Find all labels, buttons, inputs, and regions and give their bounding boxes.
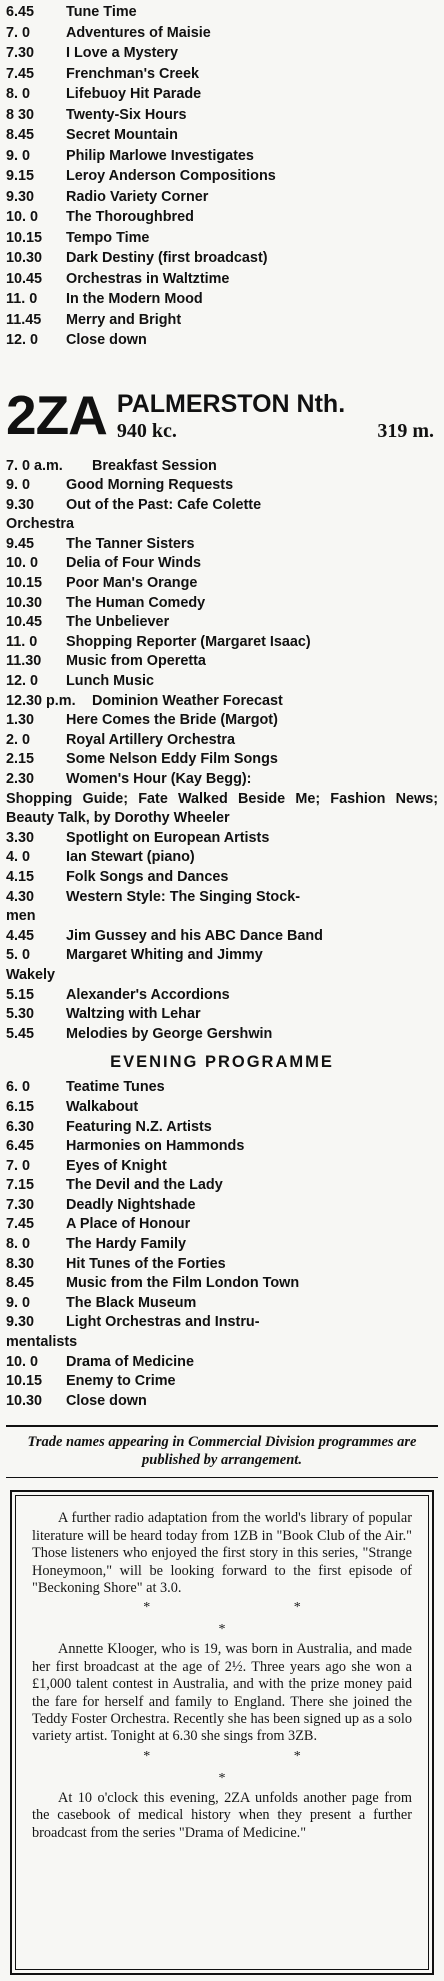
programme-title: Music from Operetta (66, 653, 206, 670)
programme-title: Harmonies on Hammonds (66, 1138, 245, 1155)
programme-row (6, 125, 438, 146)
programme-time: 6.15 (6, 1098, 35, 1115)
programme-title: Poor Man's Orange (66, 575, 198, 592)
programme-title: Royal Artillery Orchestra (66, 731, 236, 748)
programme-time: 10.15 (6, 575, 43, 592)
programme-title: Dominion Weather Forecast (92, 692, 283, 709)
programme-title: Shopping Reporter (Margaret Isaac) (66, 633, 311, 650)
programme-row (6, 770, 438, 829)
programme-time: 2.15 (6, 751, 35, 768)
programme-title: Hit Tunes of the Forties (66, 1255, 226, 1272)
programme-title: Merry and Bright (66, 311, 182, 328)
programme-title: Tempo Time (66, 229, 150, 246)
programme-title: Secret Mountain (66, 127, 178, 143)
evening-programme-list (6, 1078, 438, 1411)
programme-row (6, 1274, 438, 1294)
programme-row (6, 692, 438, 712)
programme-title: The Black Museum (66, 1294, 197, 1311)
programme-title: Twenty-Six Hours (66, 106, 187, 123)
programme-time: 4.45 (6, 927, 35, 944)
programme-time: 5.15 (6, 986, 35, 1003)
programme-time: 4.30 (6, 888, 35, 905)
programme-title: Philip Marlowe Investigates (66, 147, 254, 164)
programme-row (6, 927, 438, 947)
programme-time: 7.45 (6, 65, 35, 82)
programme-row (6, 457, 438, 477)
programme-title: The Human Comedy (66, 594, 206, 611)
programme-row (6, 1313, 438, 1352)
programme-row (6, 1025, 438, 1045)
station-frequency: 940 kc. (116, 419, 177, 442)
programme-title-continued: Shopping Guide; Fate Walked Beside Me; Fashion News; Beauty Talk, by Dorothy Wheeler (6, 790, 438, 827)
programme-title: Close down (66, 332, 147, 348)
programme-time: 7.45 (6, 1216, 35, 1233)
programme-row (6, 187, 438, 208)
programme-time: 5.45 (6, 1025, 35, 1042)
top-programme-list (6, 2, 438, 351)
programme-title-continued: Wakely (6, 966, 56, 983)
programme-time: 7. 0 (6, 24, 31, 41)
programme-time: 5. 0 (6, 947, 31, 964)
programme-title: Here Comes the Bride (Margot) (66, 712, 278, 729)
programme-row (6, 1005, 438, 1025)
programme-row (6, 1137, 438, 1157)
programme-row (6, 1098, 438, 1118)
programme-time: 12. 0 (6, 673, 39, 690)
programme-row (6, 330, 438, 351)
star-separator: * * * (143, 1600, 371, 1638)
programme-title: Lunch Music (66, 673, 154, 690)
programme-title: Enemy to Crime (66, 1373, 176, 1390)
programme-title: Walkabout (66, 1098, 139, 1115)
programme-row (6, 64, 438, 85)
programme-title: Melodies by George Gershwin (66, 1025, 273, 1042)
programme-time: 7.30 (6, 45, 35, 61)
programme-row (6, 986, 438, 1006)
station-callsign: 2ZA (6, 383, 107, 446)
programme-time: 4. 0 (6, 849, 31, 866)
day-programme-list (6, 457, 438, 1045)
programme-title: Deadly Nightshade (66, 1196, 196, 1213)
programme-time: 6.45 (6, 4, 35, 20)
station-name: PALMERSTON Nth. (116, 389, 346, 418)
programme-row (6, 476, 438, 496)
programme-title: Teatime Tunes (66, 1079, 165, 1096)
programme-time: 6.30 (6, 1118, 35, 1135)
programme-time: 9.45 (6, 535, 35, 552)
programme-row (6, 2, 438, 23)
programme-row (6, 731, 438, 751)
programme-title: Women's Hour (Kay Begg): (66, 771, 252, 787)
programme-time: 8.45 (6, 1275, 35, 1292)
programme-title: Drama of Medicine (66, 1353, 194, 1370)
programme-title: I Love a Mystery (66, 45, 178, 61)
programme-time: 9. 0 (6, 477, 31, 494)
programme-time: 7.15 (6, 1177, 35, 1194)
box-paragraph: A further radio adaptation from the world's library of popular literature will be heard today from 1ZB in "Book Club of the Air." Those listeners who enjoyed the first story in this series, "Strange Honeymoon," will be looking forward to the first episode of "Beckoning Shore" at 3.0. (32, 1510, 412, 1597)
programme-time: 9. 0 (6, 1294, 31, 1311)
programme-title: Lifebuoy Hit Parade (66, 86, 202, 102)
divider (6, 1477, 438, 1478)
programme-row (6, 269, 438, 290)
programme-row (6, 750, 438, 770)
programme-row (6, 23, 438, 44)
programme-time: 3.30 (6, 829, 35, 846)
evening-heading: EVENING PROGRAMME (110, 1053, 334, 1072)
programme-title: The Tanner Sisters (66, 535, 195, 552)
programme-row (6, 554, 438, 574)
programme-time: 8. 0 (6, 86, 31, 102)
programme-row (6, 310, 438, 331)
programme-title: Dark Destiny (first broadcast) (66, 250, 268, 266)
programme-title: Folk Songs and Dances (66, 868, 229, 885)
programme-time: 9.15 (6, 168, 35, 184)
programme-row (6, 1157, 438, 1177)
programme-row (6, 496, 438, 535)
box-paragraph: At 10 o'clock this evening, 2ZA unfolds another page from the casebook of medical history when they present a further broadcast from the series "Drama of Medicine." (32, 1789, 412, 1841)
programme-time: 10.15 (6, 1373, 43, 1390)
programme-time: 10. 0 (6, 555, 39, 572)
programme-title: Waltzing with Lehar (66, 1006, 201, 1023)
programme-time: 9.30 (6, 188, 35, 205)
programme-row (6, 1215, 438, 1235)
programme-time: 6. 0 (6, 1079, 31, 1096)
programme-row (6, 1176, 438, 1196)
programme-row (6, 888, 438, 927)
programme-row (6, 868, 438, 888)
programme-time: 10. 0 (6, 1353, 39, 1370)
programme-time: 11.45 (6, 311, 42, 328)
programme-title: Tune Time (66, 4, 137, 20)
programme-title: Leroy Anderson Compositions (66, 168, 276, 184)
programme-time: 9.30 (6, 1314, 35, 1331)
programme-row (6, 1255, 438, 1275)
programme-row (6, 711, 438, 731)
programme-row (6, 105, 438, 126)
programme-row (6, 848, 438, 868)
programme-title: Radio Variety Corner (66, 188, 209, 205)
programme-row (6, 574, 438, 594)
programme-title: Some Nelson Eddy Film Songs (66, 751, 278, 768)
programme-title: A Place of Honour (66, 1216, 191, 1233)
programme-time: 6.45 (6, 1138, 35, 1155)
programme-title: In the Modern Mood (66, 291, 203, 307)
programme-time: 10.15 (6, 229, 43, 246)
programme-title: Frenchman's Creek (66, 65, 199, 82)
programme-row (6, 289, 438, 310)
programme-title: Eyes of Knight (66, 1157, 167, 1174)
programme-row (6, 1392, 438, 1412)
trade-note: Trade names appearing in Commercial Division programmes are published by arrangement. (27, 1434, 417, 1469)
programme-time: 2. 0 (6, 731, 31, 748)
programme-title: The Thoroughbred (66, 209, 194, 225)
programme-row (6, 672, 438, 692)
programme-title: Spotlight on European Artists (66, 829, 270, 846)
programme-row (6, 43, 438, 64)
programme-title: Good Morning Requests (66, 477, 234, 494)
programme-title: Alexander's Accordions (66, 986, 230, 1003)
programme-title: Jim Gussey and his ABC Dance Band (66, 927, 323, 944)
programme-title-continued: Orchestra (6, 516, 74, 533)
box-paragraph: Annette Klooger, who is 19, was born in Australia, and made her first broadcast at the age of 2½. Three years ago she won a £1,000 talent contest in Australia, and with the prize money paid the fare for herself and family to England. There she joined the Teddy Foster Orchestra. Recently she has been signed up as a solo variety artist. Tonight at 6.30 she sings from 3ZB. (32, 1641, 412, 1745)
programme-time: 8 30 (6, 106, 35, 123)
programme-time: 11. 0 (6, 633, 38, 650)
programme-row (6, 594, 438, 614)
programme-title: The Hardy Family (66, 1236, 186, 1253)
programme-time: 12.30 p.m. (6, 692, 76, 709)
programme-row (6, 228, 438, 249)
programme-row (6, 535, 438, 555)
programme-time: 5.30 (6, 1006, 35, 1023)
programme-row (6, 1078, 438, 1098)
programme-time: 7. 0 a.m. (6, 457, 63, 474)
programme-row (6, 829, 438, 849)
station-wavelength: 319 m. (377, 419, 434, 442)
programme-time: 7.30 (6, 1196, 35, 1213)
programme-row (6, 633, 438, 653)
programme-time: 10. 0 (6, 209, 39, 225)
programme-time: 10.45 (6, 614, 43, 631)
programme-title: Close down (66, 1392, 147, 1409)
programme-row (6, 146, 438, 167)
notes-box (10, 1490, 434, 1975)
programme-time: 8.45 (6, 127, 35, 143)
programme-time: 11. 0 (6, 291, 38, 307)
programme-title: Margaret Whiting and Jimmy (66, 947, 263, 964)
programme-title: Light Orchestras and Instru- (66, 1314, 260, 1331)
programme-title: Delia of Four Winds (66, 555, 201, 572)
programme-title: Western Style: The Singing Stock- (66, 888, 301, 905)
programme-title-continued: men (6, 908, 36, 925)
programme-time: 10.30 (6, 250, 43, 266)
programme-row (6, 1294, 438, 1314)
programme-time: 10.30 (6, 594, 43, 611)
programme-row (6, 166, 438, 187)
programme-row (6, 1118, 438, 1138)
programme-row (6, 946, 438, 985)
star-separator: * * * (143, 1748, 371, 1786)
programme-row (6, 1353, 438, 1373)
programme-row (6, 652, 438, 672)
programme-row (6, 248, 438, 269)
programme-title-continued: mentalists (6, 1334, 78, 1351)
programme-time: 10.45 (6, 270, 43, 287)
programme-time: 11.30 (6, 653, 42, 670)
programme-time: 10.30 (6, 1392, 43, 1409)
programme-row (6, 1235, 438, 1255)
programme-time: 9.30 (6, 496, 35, 513)
programme-title: The Devil and the Lady (66, 1177, 223, 1194)
programme-time: 8.30 (6, 1255, 35, 1272)
programme-title: Adventures of Maisie (66, 24, 211, 41)
programme-time: 9. 0 (6, 147, 31, 164)
programme-time: 2.30 (6, 771, 35, 787)
programme-row (6, 1196, 438, 1216)
station-header (6, 383, 438, 457)
programme-row (6, 613, 438, 633)
programme-title: Music from the Film London Town (66, 1275, 300, 1292)
programme-row (6, 84, 438, 105)
programme-row (6, 1372, 438, 1392)
programme-title: Out of the Past: Cafe Colette (66, 496, 262, 513)
programme-title: Featuring N.Z. Artists (66, 1118, 212, 1135)
programme-row (6, 207, 438, 228)
programme-title: Breakfast Session (92, 457, 217, 474)
programme-time: 7. 0 (6, 1157, 31, 1174)
programme-title: Orchestras in Waltztime (66, 270, 230, 287)
programme-time: 4.15 (6, 868, 35, 885)
programme-time: 12. 0 (6, 332, 39, 348)
programme-title: The Unbeliever (66, 614, 170, 631)
programme-time: 1.30 (6, 712, 35, 729)
programme-title: Ian Stewart (piano) (66, 849, 195, 866)
programme-time: 8. 0 (6, 1236, 31, 1253)
